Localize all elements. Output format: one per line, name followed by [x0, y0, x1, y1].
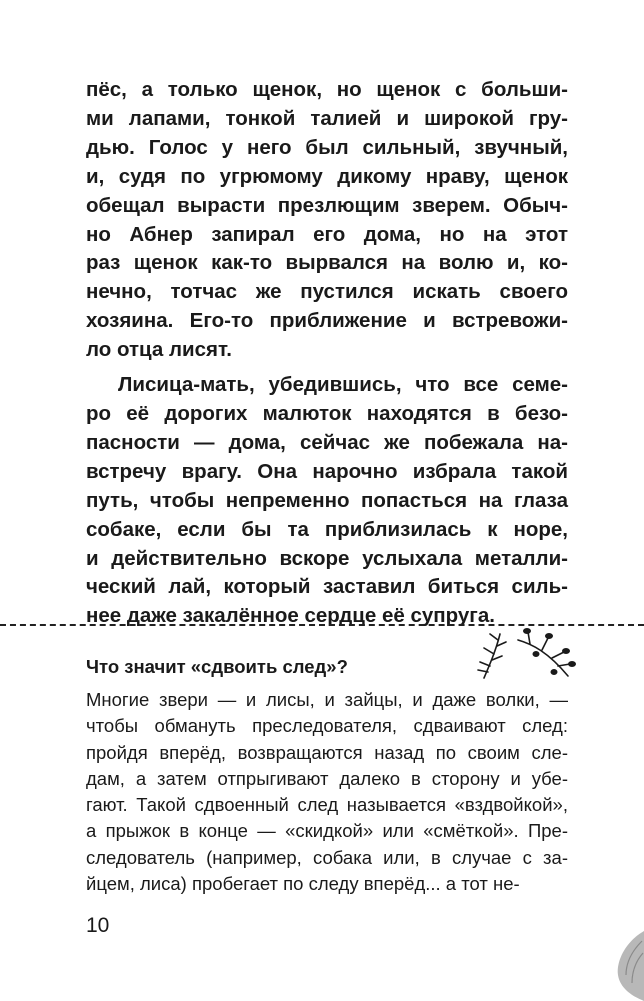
paragraph-2 [86, 371, 568, 631]
sidebar-heading: Что значит «сдвоить след»? [86, 656, 348, 677]
paragraph-1 [86, 76, 568, 365]
text-line: ми лапами, тонкой талией и широкой гру- [86, 106, 568, 130]
text-line: Многие звери — и лисы, и зайцы, и даже волки, — [86, 689, 568, 710]
text-line: а прыжок в конце — «скидкой» или «смёткой». Пре- [86, 820, 568, 842]
text-line: и действительно вскоре услыхала металли- [86, 546, 568, 570]
text-line: пройдя вперёд, возвращаются назад по своим сле- [86, 741, 568, 763]
text-line: хозяина. Его-то приближение и встревожи- [86, 309, 568, 333]
page-number: 10 [86, 914, 110, 937]
text-line: собаке, если бы та приблизилась к норе, [86, 517, 568, 541]
text-line: обещал вырасти презлющим зверем. Обыч- [86, 193, 568, 217]
text-line: чтобы обмануть преследователя, сдваивают след: [86, 715, 568, 737]
text-line: пёс, а только щенок, но щенок с больши- [86, 78, 568, 101]
text-line: пасности — дома, сейчас же побежала на- [86, 430, 568, 454]
main-text [86, 76, 568, 631]
text-line: ро её дорогих малюток находятся в безо- [86, 401, 568, 425]
text-line: ло отца лисят. [86, 338, 232, 362]
thumb-tab-decoration [612, 931, 644, 1001]
text-line: нечно, тотчас же пустился искать своего [86, 280, 568, 304]
text-line: дам, а затем отпрыгивают далеко в сторону и убе- [86, 767, 568, 789]
text-line: но Абнер запирал его дома, но на этот [86, 222, 568, 246]
text-line: Лисица-мать, убедившись, что все семе- [118, 373, 568, 397]
text-line: следователь (например, собака или, в случае с за- [86, 846, 568, 868]
text-line: и, судя по угрюмому дикому нраву, щенок [86, 164, 568, 188]
text-line: путь, чтобы непременно попасться на глаза [86, 488, 568, 512]
berry-sprigs-icon [470, 626, 580, 682]
text-line: йцем, лиса) пробегает по следу вперёд... а тот не- [86, 873, 520, 895]
text-line: ческий лай, который заставил биться силь- [86, 575, 568, 599]
text-line: гают. Такой сдвоенный след называется «вздвойкой», [86, 794, 568, 816]
text-line: встречу врагу. Она нарочно избрала такой [86, 459, 568, 483]
text-line: раз щенок как-то вырвался на волю и, ко- [86, 251, 568, 275]
text-line: дью. Голос у него был сильный, звучный, [86, 135, 568, 159]
text-line: нее даже закалённое сердце её супруга. [86, 604, 495, 628]
sidebar-text [86, 687, 568, 897]
